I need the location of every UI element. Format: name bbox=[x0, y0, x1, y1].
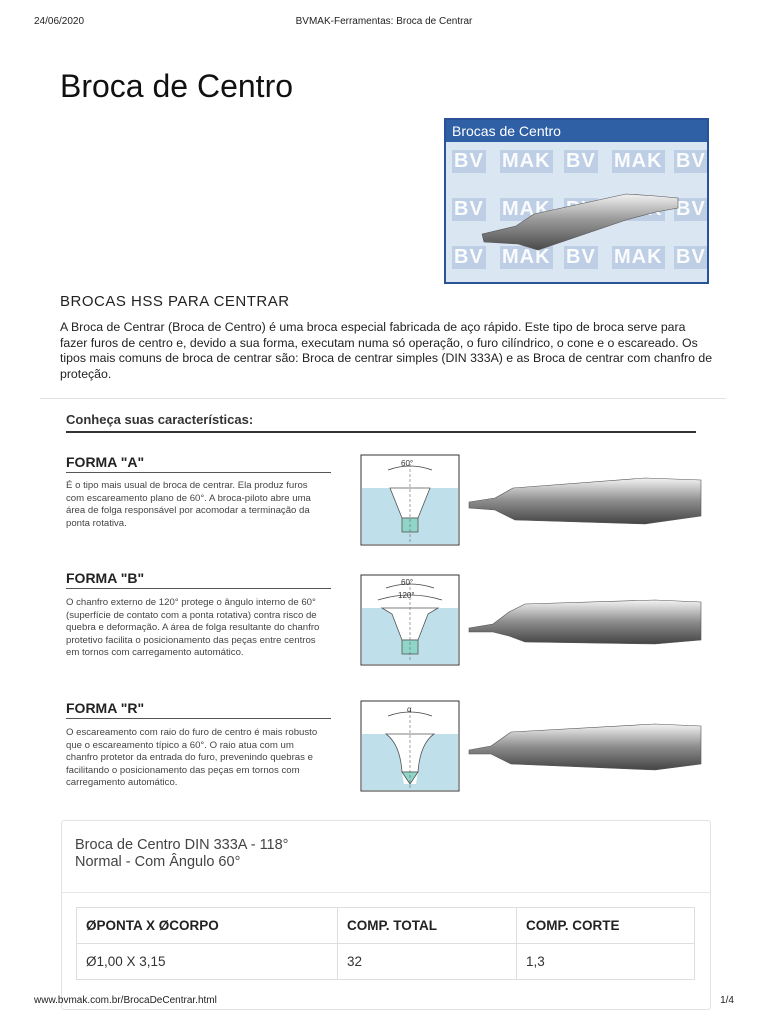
print-url: www.bvmak.com.br/BrocaDeCentrar.html bbox=[34, 995, 217, 1006]
forma-b-drill-image bbox=[465, 574, 705, 666]
column-header: COMP. CORTE bbox=[517, 908, 695, 944]
forma-r-drill-image bbox=[465, 700, 705, 792]
intro-paragraph: A Broca de Centrar (Broca de Centro) é uma broca especial fabricada de aço rápido. Este tipo de broca serve para fazer furos de centro e, devido a sua forma, executam numa só operação, o furo cilíndrico, o cone e o escareado. Os tipos mais comuns de broca de centrar são: Broca de centrar simples (DIN 333A) e as Broca de centrar com chanfro de proteção. bbox=[60, 320, 713, 381]
watermark-logo: BV bbox=[566, 246, 596, 268]
watermark-logo: BV bbox=[454, 246, 484, 268]
forma-b-description: O chanfro externo de 120° protege o ângulo interno de 60° (superfície de contato com a ponta rotativa) contra risco de quebra e deformação. A área de folga resultante do chanfro protetivo facilita o posicionamento das peças entre centros em tornos com carregamento automático. bbox=[66, 597, 320, 658]
forma-b-angle-label-2: 120° bbox=[398, 591, 415, 600]
forma-a-rule bbox=[66, 472, 331, 473]
banner-title: Brocas de Centro bbox=[446, 120, 707, 142]
watermark-logo: BV bbox=[454, 150, 484, 172]
watermark-logo: MAK bbox=[614, 246, 663, 268]
forma-b-rule bbox=[66, 588, 331, 589]
forma-a-diagram bbox=[360, 454, 460, 546]
features-heading-rule bbox=[66, 431, 696, 433]
spec-divider bbox=[62, 892, 710, 893]
banner-watermark-grid bbox=[446, 142, 707, 282]
forma-a-angle-label: 60° bbox=[401, 459, 414, 468]
center-drill-illustration bbox=[446, 142, 709, 284]
spec-table bbox=[76, 907, 695, 980]
watermark-logo: BV bbox=[676, 246, 706, 268]
features-heading: Conheça suas características: bbox=[66, 412, 254, 427]
forma-b-diagram bbox=[360, 574, 460, 666]
watermark-logo: BV bbox=[676, 150, 706, 172]
forma-r-title: FORMA "R" bbox=[66, 700, 145, 716]
print-page-number: 1/4 bbox=[720, 995, 734, 1006]
print-page-title: BVMAK-Ferramentas: Broca de Centrar bbox=[295, 16, 473, 27]
column-header: COMP. TOTAL bbox=[338, 908, 517, 944]
watermark-logo: MAK bbox=[502, 246, 551, 268]
watermark-logo: BV bbox=[566, 150, 596, 172]
watermark-logo: BV bbox=[676, 198, 706, 220]
forma-r-diagram bbox=[360, 700, 460, 792]
table-cell: Ø1,00 X 3,15 bbox=[77, 944, 338, 980]
watermark-logo: MAK bbox=[614, 150, 663, 172]
section-title: BROCAS HSS PARA CENTRAR bbox=[60, 293, 290, 310]
spec-title-line-2: Normal - Com Ângulo 60° bbox=[75, 854, 241, 870]
watermark-logo: BV bbox=[454, 198, 484, 220]
table-header-row bbox=[77, 908, 695, 944]
watermark-logo: MAK bbox=[502, 150, 551, 172]
spec-title-line-1: Broca de Centro DIN 333A - 118° bbox=[75, 837, 289, 853]
page-title: Broca de Centro bbox=[60, 68, 294, 104]
forma-a-description: É o tipo mais usual de broca de centrar. Ela produz furos com escareamento plano de 60°. A broca-piloto abre uma área de folga responsável por acomodar a terminação da ponta rotativa. bbox=[66, 480, 311, 529]
banner-image bbox=[444, 118, 709, 284]
forma-r-description: O escareamento com raio do furo de centro é mais robusto que o escareamento típico a 60°. O raio atua com um chanfro protetor da entrada do furo, prevenindo quebras e facilitando o posicionamento das peças em tornos com carregamento automático. bbox=[66, 727, 318, 788]
forma-b-title: FORMA "B" bbox=[66, 570, 145, 586]
forma-r-angle-label: α bbox=[407, 705, 412, 714]
forma-r-rule bbox=[66, 718, 331, 719]
table-row bbox=[77, 944, 695, 980]
column-header: ØPONTA X ØCORPO bbox=[77, 908, 338, 944]
divider bbox=[40, 398, 726, 399]
spec-title bbox=[75, 837, 288, 871]
watermark-logo: MAK bbox=[502, 198, 551, 220]
spec-card bbox=[61, 820, 711, 1010]
print-date: 24/06/2020 bbox=[34, 16, 85, 27]
table-cell: 1,3 bbox=[517, 944, 695, 980]
forma-b-angle-label: 60° bbox=[401, 578, 414, 587]
forma-a-drill-image bbox=[465, 454, 705, 546]
forma-a-title: FORMA "A" bbox=[66, 454, 145, 470]
table-cell: 32 bbox=[338, 944, 517, 980]
